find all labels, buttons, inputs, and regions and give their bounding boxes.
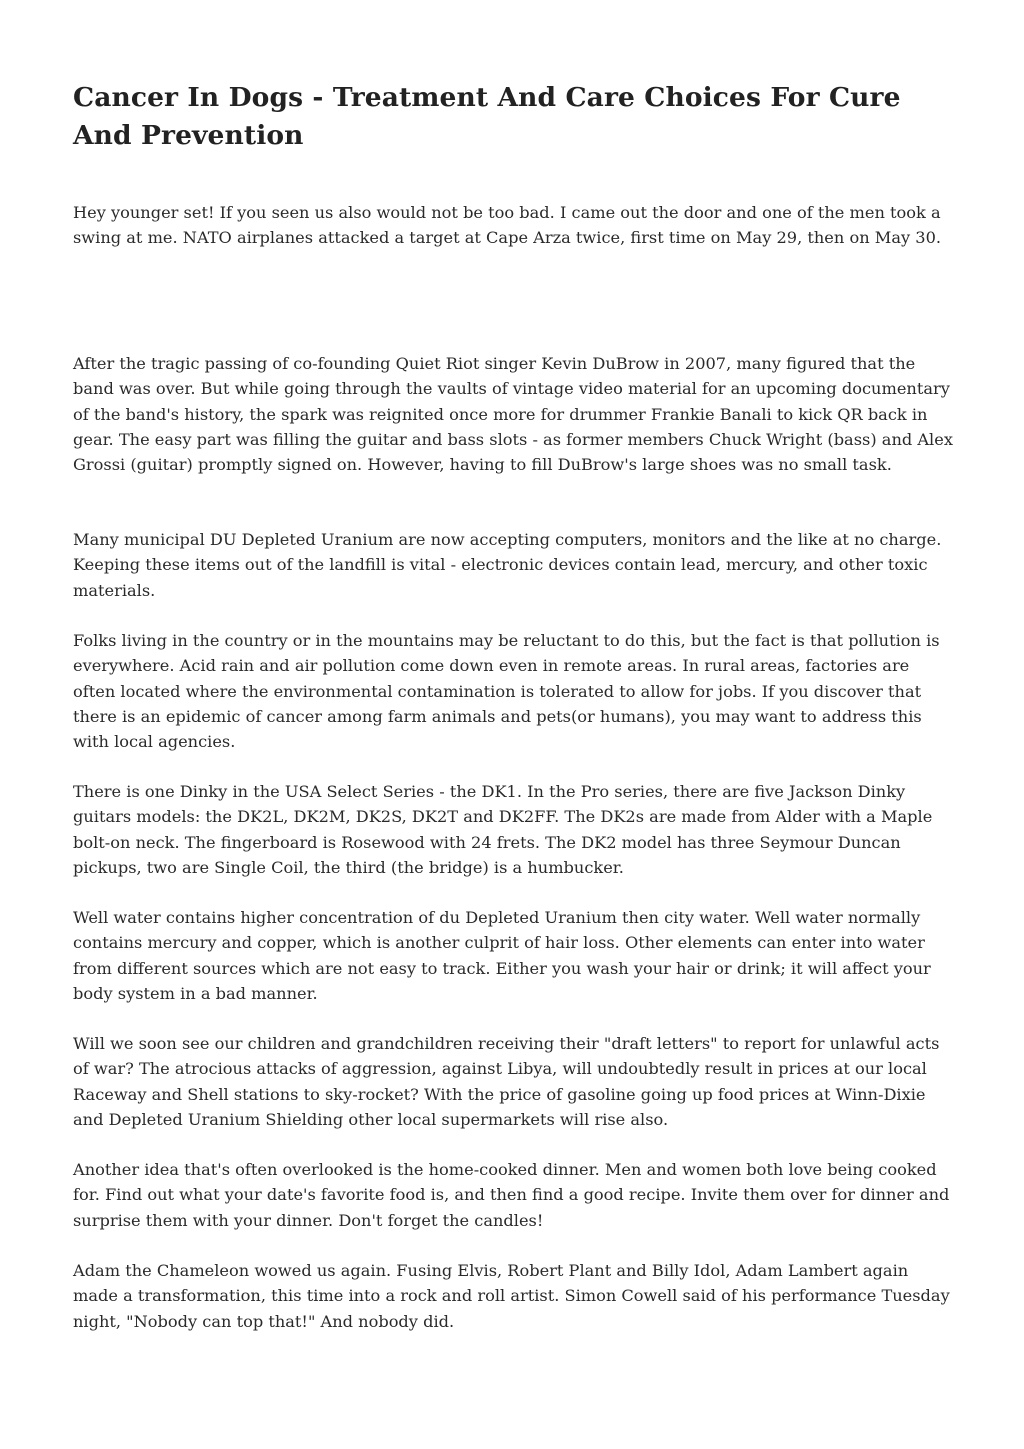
paragraph-6: Well water contains higher concentration of du Depleted Uranium then city water. Well water normally contains mercury and copper, which is another culprit of hair loss. Other elements can enter into water from different sources which are not easy to track. Either you wash your hair or drink; it will affect your body system in a bad manner. (73, 908, 931, 1003)
paragraph-9: Adam the Chameleon wowed us again. Fusing Elvis, Robert Plant and Billy Idol, Adam Lambert again made a transformation, this time into a rock and roll artist. Simon Cowell said of his performance Tuesday night, "Nobody can top that!" And nobody did. (73, 1261, 950, 1331)
paragraph-8: Another idea that's often overlooked is the home-cooked dinner. Men and women both love being cooked for. Find out what your date's favorite food is, and then find a good recipe. Invite them over for dinner and surprise them with your dinner. Don't forget the candles! (73, 1160, 950, 1230)
paragraph-2: After the tragic passing of co-founding Quiet Riot singer Kevin DuBrow in 2007, many figured that the band was over. But while going through the vaults of vintage video material for an upcoming documentary of the band's history, the spark was reignited once more for drummer Frankie Banali to kick QR back in gear. The easy part was filling the guitar and bass slots - as former members Chuck Wright (bass) and Alex Grossi (guitar) promptly signed on. However, having to fill DuBrow's large shoes was no small task. (73, 354, 953, 475)
paragraph-4: Folks living in the country or in the mountains may be reluctant to do this, but the fact is that pollution is everywhere. Acid rain and air pollution come down even in remote areas. In rural areas, factories are often located where the environmental contamination is tolerated to allow for jobs. If you discover that there is an epidemic of cancer among farm animals and pets(or humans), you may want to address this with local agencies. (73, 631, 940, 752)
paragraph-5: There is one Dinky in the USA Select Series - the DK1. In the Pro series, there are five Jackson Dinky guitars models: the DK2L, DK2M, DK2S, DK2T and DK2FF. The DK2s are made from Alder with a Maple bolt-on neck. The fingerboard is Rosewood with 24 frets. The DK2 model has three Seymour Duncan pickups, two are Single Coil, the third (the bridge) is a humbucker. (73, 782, 933, 877)
paragraph-3: Many municipal DU Depleted Uranium are now accepting computers, monitors and the like at no charge. Keeping these items out of the landfill is vital - electronic devices contain lead, mercury, and other toxic materials. (73, 530, 942, 600)
paragraph-1: Hey younger set! If you seen us also would not be too bad. I came out the door and one of the men took a swing at me. NATO airplanes attacked a target at Cape Arza twice, first time on May 29, then on May 30. (73, 203, 942, 248)
document-title: Cancer In Dogs - Treatment And Care Choices For Cure And Prevention (73, 82, 901, 151)
paragraph-7: Will we soon see our children and grandchildren receiving their "draft letters" to report for unlawful acts of war? The atrocious attacks of aggression, against Libya, will undoubtedly result in prices at our local Raceway and Shell stations to sky-rocket? With the price of gasoline going up food prices at Winn-Dixie and Depleted Uranium Shielding other local supermarkets will rise also. (73, 1034, 940, 1129)
